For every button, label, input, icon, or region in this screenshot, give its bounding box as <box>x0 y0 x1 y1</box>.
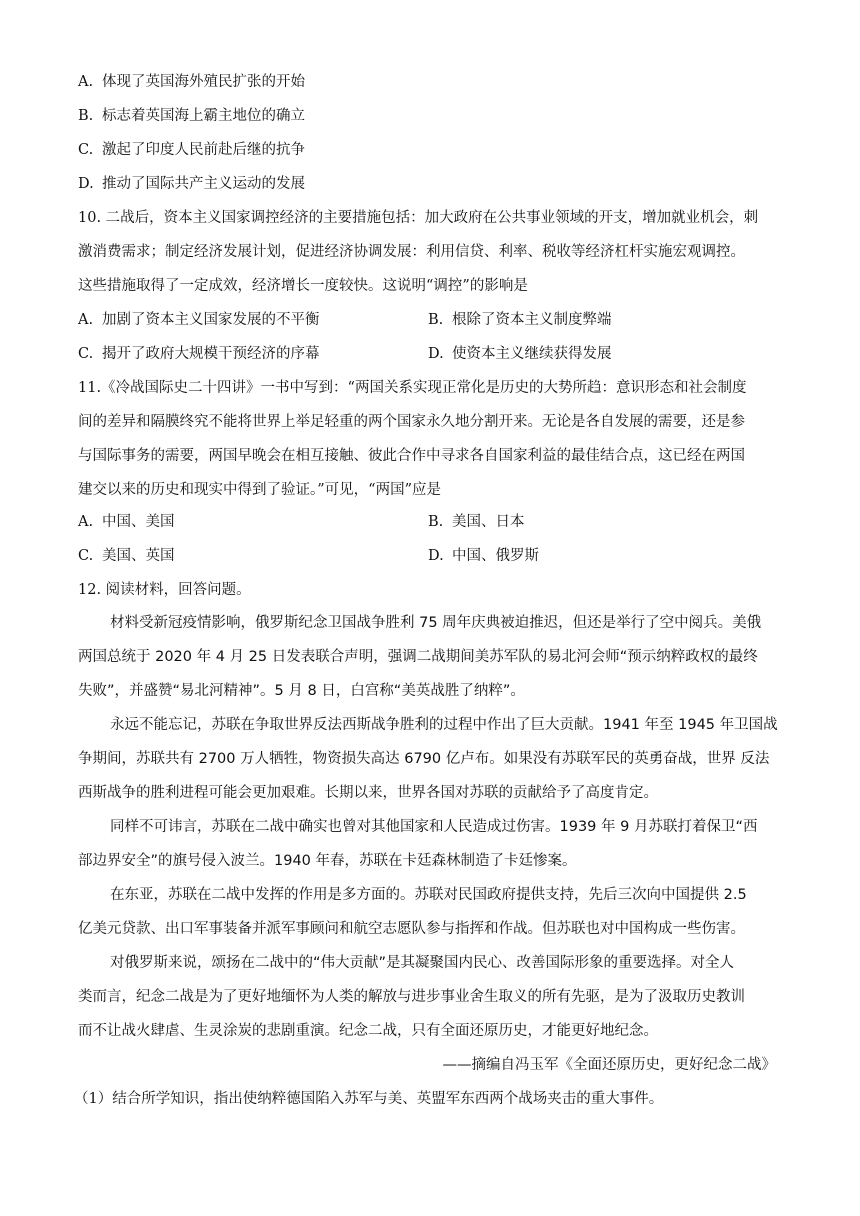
q12-sub-question-1: （1）结合所学知识，指出使纳粹德国陷入苏军与美、英盟军东西两个战场夹击的重大事件。 <box>74 1091 664 1107</box>
material-line-4: 永远不能忘记，苏联在争取世界反法西斯战争胜利的过程中作出了巨大贡献。1941 年至 1945 年卫国战 <box>110 717 778 733</box>
q9-option-c <box>78 140 305 160</box>
option-label: D. <box>78 176 94 192</box>
option-label: D. <box>428 548 444 564</box>
q11-stem-line-2: 间的差异和隔膜终究不能将世界上举足轻重的两个国家永久地分割开来。无论是各自发展的需要，还是参 <box>78 414 745 430</box>
q11-option-b <box>428 512 525 532</box>
material-source: ——摘编自冯玉军《全面还原历史，更好纪念二战》 <box>442 1057 776 1073</box>
option-label: C. <box>78 548 94 564</box>
material-line-1: 材料受新冠疫情影响，俄罗斯纪念卫国战争胜利 75 周年庆典被迫推迟，但还是举行了空中阅兵。美俄 <box>110 615 762 631</box>
q9-option-a <box>78 72 305 92</box>
option-text: 中国、俄罗斯 <box>452 548 539 564</box>
option-label: B. <box>428 312 444 328</box>
q11-stem-line-1: 11.《冷战国际史二十四讲》一书中写到：“两国关系实现正常化是历史的大势所趋：意识形态和社会制度 <box>78 380 747 396</box>
option-text: 揭开了政府大规模干预经济的序幕 <box>102 346 320 362</box>
material-line-2: 两国总统于 2020 年 4 月 25 日发表联合声明，强调二战期间美苏军队的易北河会师“预示纳粹政权的最终 <box>78 649 758 665</box>
material-line-11: 对俄罗斯来说，颂扬在二战中的“伟大贡献”是其凝聚国内民心、改善国际形象的重要选择。对全人 <box>110 955 735 971</box>
option-text: 加剧了资本主义国家发展的不平衡 <box>102 312 320 328</box>
option-text: 标志着英国海上霸主地位的确立 <box>102 108 305 124</box>
material-line-8: 部边界安全”的旗号侵入波兰。1940 年春，苏联在卡廷森林制造了卡廷惨案。 <box>78 853 577 869</box>
option-text: 美国、日本 <box>452 514 525 530</box>
material-line-6: 西斯战争的胜利进程可能会更加艰难。长期以来，世界各国对苏联的贡献给予了高度肯定。 <box>78 785 658 801</box>
q10-option-a <box>78 310 320 330</box>
material-line-5: 争期间，苏联共有 2700 万人牺牲，物资损失高达 6790 亿卢布。如果没有苏联军民的英勇奋战，世界 反法 <box>78 751 770 767</box>
option-label: B. <box>78 108 94 124</box>
q10-stem-line-1: 10. 二战后，资本主义国家调控经济的主要措施包括：加大政府在公共事业领域的开支，增加就业机会，刺 <box>78 210 759 226</box>
option-label: C. <box>78 346 94 362</box>
option-label: A. <box>78 312 94 328</box>
q10-stem-line-2: 激消费需求；制定经济发展计划，促进经济协调发展：利用信贷、利率、税收等经济杠杆实施宏观调控。 <box>78 244 745 260</box>
material-line-9: 在东亚，苏联在二战中发挥的作用是多方面的。苏联对民国政府提供支持，先后三次向中国提供 2.5 <box>110 887 747 903</box>
q10-option-b <box>428 310 612 330</box>
option-text: 根除了资本主义制度弊端 <box>452 312 612 328</box>
option-label: C. <box>78 142 94 158</box>
q10-stem-line-3: 这些措施取得了一定成效，经济增长一度较快。这说明“调控”的影响是 <box>78 278 528 294</box>
q9-option-b <box>78 106 305 126</box>
option-text: 推动了国际共产主义运动的发展 <box>102 176 305 192</box>
q10-option-c <box>78 344 320 364</box>
option-text: 体现了英国海外殖民扩张的开始 <box>102 74 305 90</box>
q11-option-c <box>78 546 175 566</box>
option-text: 美国、英国 <box>102 548 175 564</box>
option-label: B. <box>428 514 444 530</box>
q12-stem: 12. 阅读材料，回答问题。 <box>78 582 251 598</box>
option-text: 激起了印度人民前赴后继的抗争 <box>102 142 305 158</box>
q9-option-d <box>78 174 305 194</box>
option-text: 中国、美国 <box>102 514 175 530</box>
option-label: A. <box>78 74 94 90</box>
material-line-13: 而不让战火肆虐、生灵涂炭的悲剧重演。纪念二战，只有全面还原历史，才能更好地纪念。 <box>78 1023 658 1039</box>
material-line-3: 失败”，并盛赞“易北河精神”。5 月 8 日，白宫称“美英战胜了纳粹”。 <box>78 683 525 699</box>
material-line-12: 类而言，纪念二战是为了更好地缅怀为人类的解放与进步事业舍生取义的所有先驱，是为了汲取历史教训 <box>78 989 745 1005</box>
material-line-10: 亿美元贷款、出口军事装备并派军事顾问和航空志愿队参与指挥和作战。但苏联也对中国构成一些伤害。 <box>78 921 745 937</box>
option-text: 使资本主义继续获得发展 <box>452 346 612 362</box>
q10-option-d <box>428 344 612 364</box>
q11-stem-line-3: 与国际事务的需要，两国早晚会在相互接触、彼此合作中寻求各自国家利益的最佳结合点，这已经在两国 <box>78 448 745 464</box>
material-line-7: 同样不可讳言，苏联在二战中确实也曾对其他国家和人民造成过伤害。1939 年 9 月苏联打着保卫“西 <box>110 819 758 835</box>
q11-stem-line-4: 建交以来的历史和现实中得到了验证。”可见，“两国”应是 <box>78 482 441 498</box>
option-label: D. <box>428 346 444 362</box>
q11-option-d <box>428 546 539 566</box>
option-label: A. <box>78 514 94 530</box>
q11-option-a <box>78 512 175 532</box>
